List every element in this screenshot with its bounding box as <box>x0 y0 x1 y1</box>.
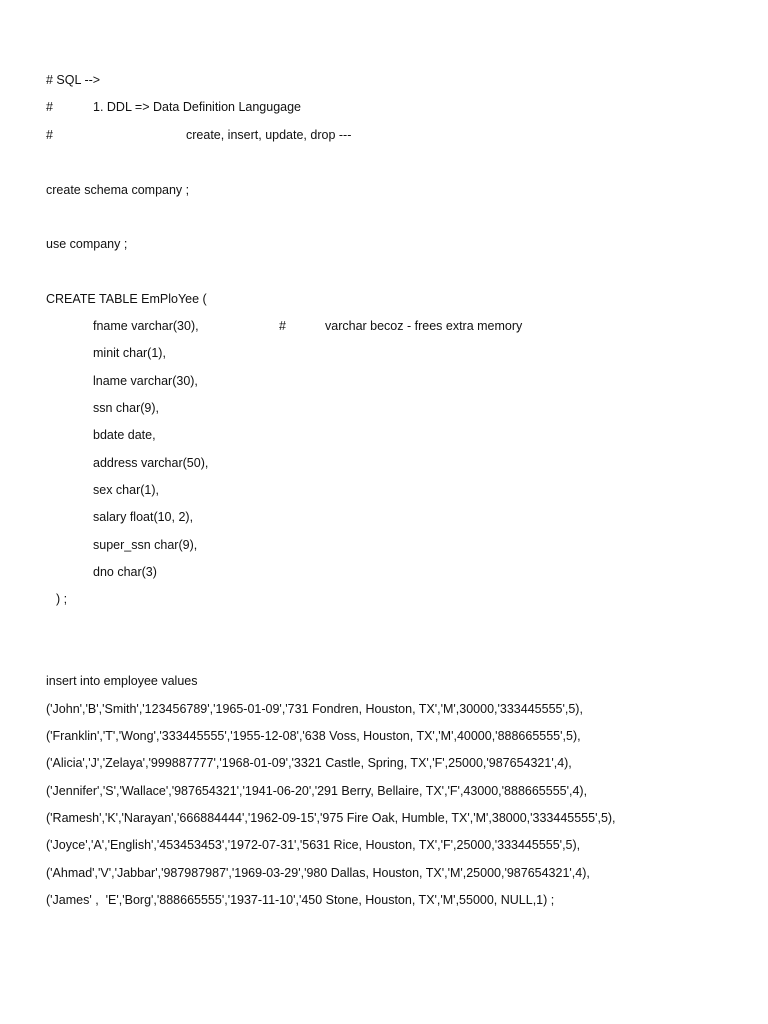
create-table-header: CREATE TABLE EmPloYee ( <box>46 292 207 306</box>
insert-row: ('James' , 'E','Borg','888665555','1937-11-10','450 Stone, Houston, TX','M',55000, NULL,1) ; <box>46 893 555 907</box>
create-schema-statement: create schema company ; <box>46 183 190 197</box>
column-definition: ssn char(9), <box>93 401 159 415</box>
insert-row: ('Ramesh','K','Narayan','666884444','1962-09-15','975 Fire Oak, Humble, TX','M',38000,'333445555',5), <box>46 811 616 825</box>
inline-comment-hash: # <box>279 319 286 333</box>
column-definition: sex char(1), <box>93 483 159 497</box>
insert-header: insert into employee values <box>46 674 198 688</box>
insert-row: ('Ahmad','V','Jabbar','987987987','1969-03-29','980 Dallas, Houston, TX','M',25000,'987654321',4), <box>46 866 590 880</box>
insert-row: ('Franklin','T','Wong','333445555','1955-12-08','638 Voss, Houston, TX','M',40000,'888665555',5), <box>46 729 581 743</box>
column-definition: dno char(3) <box>93 565 157 579</box>
comment-commands: create, insert, update, drop --- <box>186 128 352 142</box>
column-definition: minit char(1), <box>93 346 166 360</box>
column-definition: address varchar(50), <box>93 456 209 470</box>
insert-row: ('Alicia','J','Zelaya','999887777','1968-01-09','3321 Castle, Spring, TX','F',25000,'987654321',4), <box>46 756 572 770</box>
column-definition: super_ssn char(9), <box>93 538 198 552</box>
column-definition: bdate date, <box>93 428 156 442</box>
insert-row: ('John','B','Smith','123456789','1965-01-09','731 Fondren, Houston, TX','M',30000,'333445555',5), <box>46 702 583 716</box>
inline-comment-text: varchar becoz - frees extra memory <box>325 319 523 333</box>
create-table-close: ) ; <box>56 592 68 606</box>
comment-hash: # <box>46 100 53 114</box>
insert-row: ('Jennifer','S','Wallace','987654321','1941-06-20','291 Berry, Bellaire, TX','F',43000,'888665555',4), <box>46 784 588 798</box>
comment-ddl: 1. DDL => Data Definition Langugage <box>93 100 302 114</box>
column-definition: salary float(10, 2), <box>93 510 194 524</box>
comment-hash: # <box>46 128 53 142</box>
column-definition: lname varchar(30), <box>93 374 198 388</box>
insert-row: ('Joyce','A','English','453453453','1972-07-31','5631 Rice, Houston, TX','F',25000,'333445555',5), <box>46 838 581 852</box>
use-statement: use company ; <box>46 237 128 251</box>
column-fname: fname varchar(30), <box>93 319 199 333</box>
comment-sql-header: # SQL --> <box>46 73 101 87</box>
